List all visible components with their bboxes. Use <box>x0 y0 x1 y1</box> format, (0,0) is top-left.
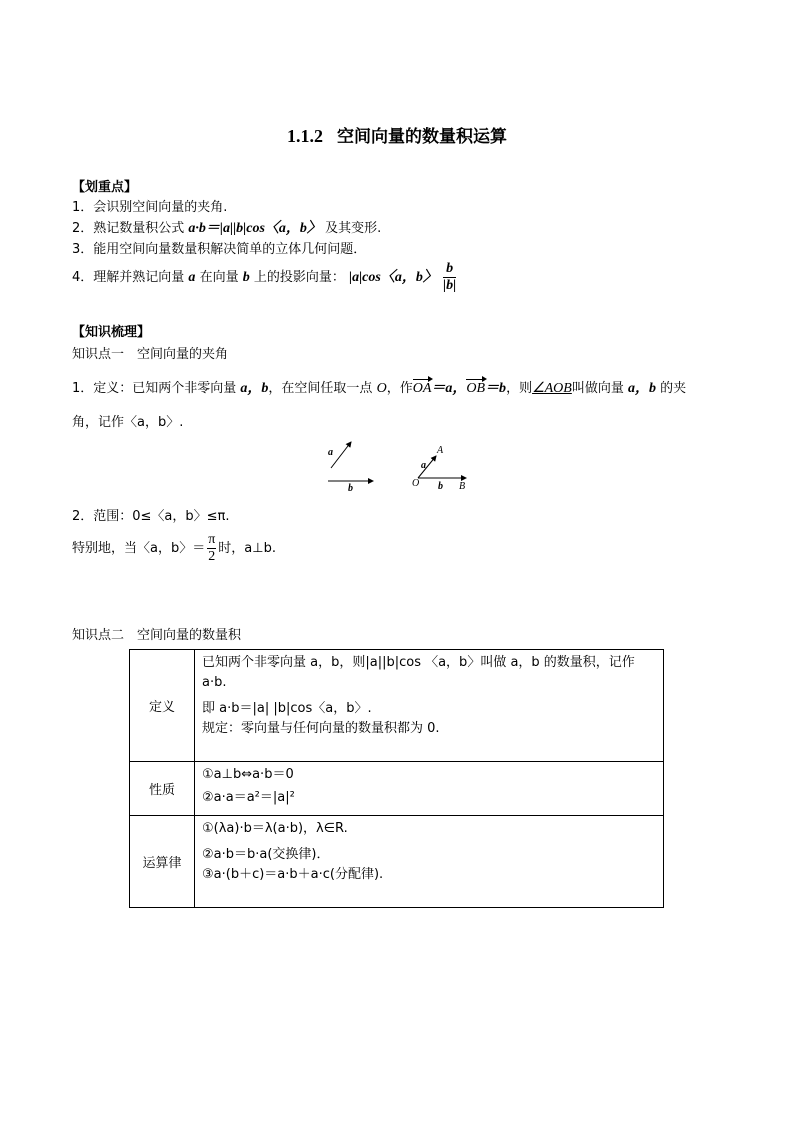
key-point-3: 3．能用空间向量数量积解决简单的立体几何问题． <box>72 242 367 257</box>
definition-vars-2: a，b <box>628 381 656 396</box>
table-content-cell <box>195 762 664 816</box>
key-point-4-mid1: 在向量 <box>199 270 239 285</box>
knowledge-point-1-title: 知识点一 空间向量的夹角 <box>72 347 229 362</box>
definition-line-2: 角，记作〈a，b〉. <box>72 415 184 430</box>
key-point-1: 1．会识别空间向量的夹角. <box>72 200 228 215</box>
key-point-2-prefix: 2．熟记数量积公式 <box>72 221 185 236</box>
table-line: ①a⊥b⇔a·b＝0 <box>202 767 294 782</box>
definition-text-e: 叫做向量 <box>571 381 624 396</box>
vector-OB: OB <box>466 381 486 396</box>
two-denominator: 2 <box>208 549 216 564</box>
key-point-4-mid2: 上的投影向量： <box>253 270 345 285</box>
definition-text-b: ，在空间任取一点 <box>268 381 373 396</box>
table-line: 即 a·b＝|a| |b|cos〈a，b〉. <box>202 701 372 716</box>
range-line: 2．范围：0≤〈a，b〉≤π. <box>72 509 230 524</box>
special-case-line <box>72 533 276 564</box>
table-content-cell <box>195 650 664 762</box>
angle-AOB: ∠AOB <box>532 381 572 396</box>
key-point-4-formula: |a|cos〈a，b〉 <box>349 270 437 285</box>
label-a-right: a <box>421 460 426 471</box>
pi-numerator: π <box>208 532 216 547</box>
definition-vars: a，b <box>240 381 269 396</box>
table-line: 规定：零向量与任何向量的数量积都为 0. <box>202 721 440 736</box>
definition-line-1 <box>72 377 686 397</box>
label-O: O <box>412 478 420 489</box>
equals-a: ＝a， <box>431 381 467 396</box>
pi-over-2-fraction <box>207 533 216 564</box>
projection-fraction-denominator: |b| <box>442 278 457 293</box>
page-title <box>0 122 794 147</box>
table-header-cell: 定义 <box>130 650 195 762</box>
key-point-4-a: a <box>188 270 196 285</box>
key-point-2 <box>72 217 381 237</box>
projection-fraction <box>443 262 456 293</box>
vector-angle-figure <box>318 440 478 495</box>
table-header-cell: 性质 <box>130 762 195 816</box>
table-content-cell <box>195 816 664 908</box>
table-line: ②a·a＝a²＝|a|² <box>202 790 295 805</box>
section-title-text: 空间向量的数量积运算 <box>337 127 507 147</box>
dot-product-table <box>129 649 664 908</box>
table-line: ②a·b＝b·a(交换律)． <box>202 847 330 862</box>
key-point-2-formula: a·b＝|a||b|cos〈a，b〉 <box>188 221 321 236</box>
definition-text-f: 的夹 <box>660 381 687 396</box>
table-line: ③a·(b＋c)＝a·b＋a·c(分配律). <box>202 867 384 882</box>
section-number: 1.1.2 <box>287 126 323 146</box>
definition-text-d: ，则 <box>506 381 533 396</box>
vector-a-left-arrow <box>331 442 351 468</box>
knowledge-heading: 【知识梳理】 <box>72 325 151 340</box>
projection-fraction-numerator: b <box>443 262 456 278</box>
definition-text-a: 1．定义：已知两个非零向量 <box>72 381 237 396</box>
special-case-prefix: 特别地，当〈a，b〉＝ <box>72 541 206 556</box>
table-row <box>130 650 664 762</box>
table-row <box>130 816 664 908</box>
key-point-4-prefix: 4．理解并熟记向量 <box>72 270 185 285</box>
label-b-left: b <box>348 483 353 494</box>
key-point-4 <box>72 262 458 293</box>
knowledge-point-2-title: 知识点二 空间向量的数量积 <box>72 628 242 643</box>
definition-text-c: ，作 <box>386 381 413 396</box>
special-case-suffix: 时，a⊥b. <box>218 541 276 556</box>
equals-b: ＝b <box>485 381 507 396</box>
label-B: B <box>459 481 466 492</box>
point-O: O <box>376 381 387 396</box>
label-A: A <box>437 445 444 456</box>
key-point-2-suffix: 及其变形. <box>325 221 382 236</box>
table-line: ①(λa)·b＝λ(a·b)，λ∈R. <box>202 821 348 836</box>
key-points-heading: 【划重点】 <box>72 180 138 195</box>
label-a-left: a <box>328 447 333 458</box>
label-b-right: b <box>438 481 443 492</box>
key-point-4-b: b <box>242 270 250 285</box>
vector-OA: OA <box>412 381 432 396</box>
table-row <box>130 762 664 816</box>
table-header-cell: 运算律 <box>130 816 195 908</box>
table-line: a·b. <box>202 675 227 690</box>
table-line: 已知两个非零向量 a，b，则|a||b|cos 〈a，b〉叫做 a，b 的数量积，记作 <box>202 655 635 670</box>
